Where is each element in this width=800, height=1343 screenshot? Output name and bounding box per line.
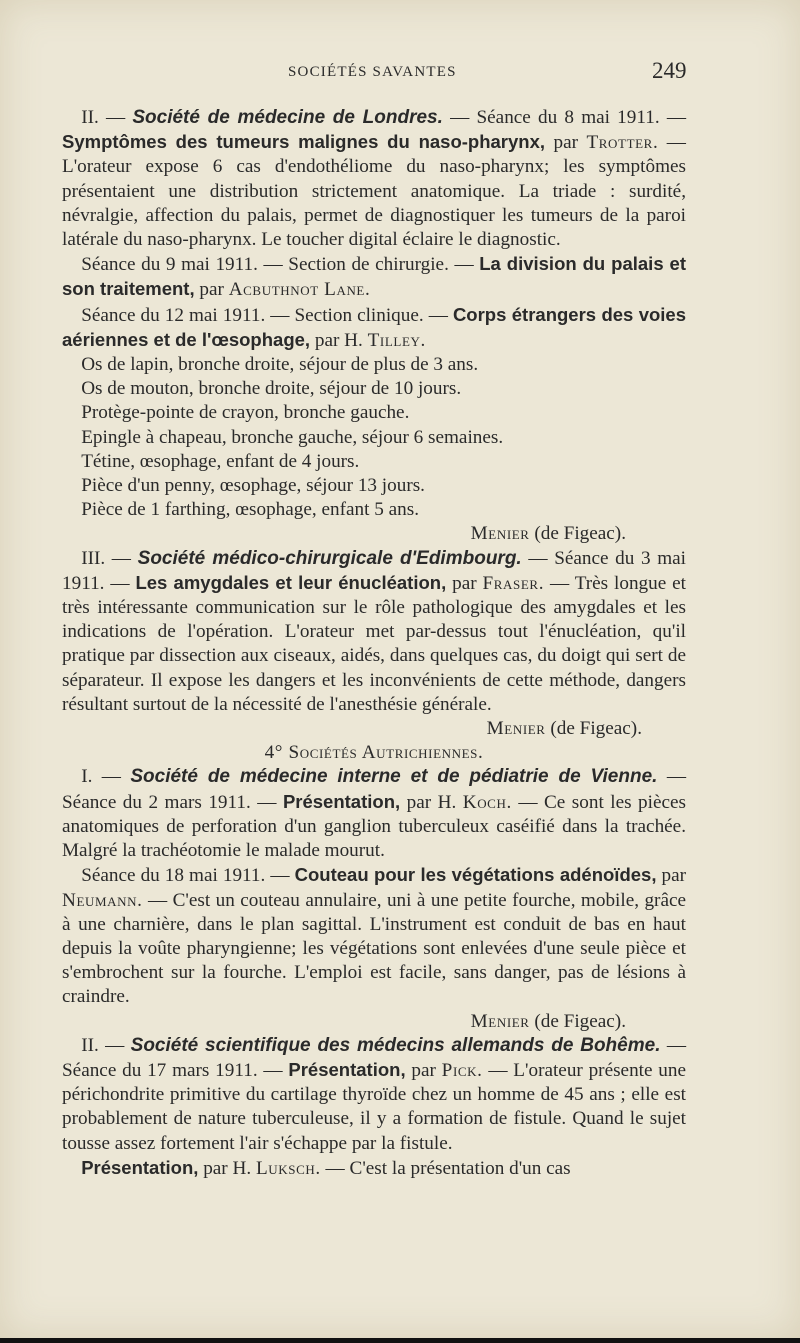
signature: Menier (de Figeac). (470, 523, 626, 545)
communication-title: Couteau pour les végétations adénoïdes, (294, 864, 657, 886)
paragraph-london: II. — Société de médecine de Londres. — Séance du 8 mai 1911. — Symptômes des tumeurs malignes du naso-pharynx, par Trotter. — L'orateur expose 6 cas d'endothéliome du naso-pharynx; les symptômes présentaient une distribution strictement anatomique. La triade : surdité, névralgie, affection du palais, permet de diagnostiquer les tumeurs de la paroi latérale du naso-pharynx. Le toucher digital éclaire le diagnostic. (62, 107, 687, 251)
author-name: Luksch. (255, 1157, 321, 1179)
list-item: Epingle à chapeau, bronche gauche, séjour 6 semaines. (81, 426, 504, 448)
society-name: Société de médecine de Londres. (132, 107, 443, 128)
paragraph-boheme: II. — Société scientifique des médecins allemands de Bohême. — Séance du 17 mars 1911. — Présentation, par Pick. — L'orateur présente une périchondrite primitive du cartilage thyroïde chez un homme de 45 ans ; elle est probablement de nature tuberculeuse, il y a formation de fistule. Quand le sujet tousse assez fortement l'air s'échappe par la fistule. (62, 1034, 687, 1154)
author-name: Acbuthnot Lane. (228, 279, 371, 301)
author-name: Fraser. (482, 572, 545, 594)
scan-edge (0, 1338, 800, 1343)
section-heading: 4° Sociétés Autrichiennes. (264, 742, 484, 764)
list-item: Protège-pointe de crayon, bronche gauche. (81, 402, 410, 424)
author-name: Trotter. (586, 132, 659, 154)
author-name: Pick. (441, 1059, 483, 1081)
list-item: Os de lapin, bronche droite, séjour de plus de 3 ans. (81, 354, 479, 376)
society-name: Société médico-chirurgicale d'Edimbourg. (137, 547, 522, 569)
page-body (62, 106, 686, 1181)
communication-title: La division du palais et son traitement, (62, 253, 686, 300)
communication-title: Présentation, (282, 790, 401, 812)
author-name: Neumann. (62, 889, 143, 911)
paragraph-vienne: I. — Société de médecine interne et de pédiatrie de Vienne. — Séance du 2 mars 1911. — Présentation, par H. Koch. — Ce sont les pièces anatomiques de perforation d'un ganglion tuberculeux caséifié dans la trachée. Malgré la trachéotomie le malade mourut. (62, 766, 687, 862)
communication-title: Présentation, (288, 1058, 406, 1080)
communication-title: Présentation, (81, 1156, 199, 1178)
list-item: Os de mouton, bronche droite, séjour de 10 jours. (81, 378, 462, 400)
communication-title: Symptômes des tumeurs malignes du naso-pharynx, (62, 131, 546, 153)
signature: Menier (de Figeac). (470, 1010, 626, 1032)
communication-title: Corps étrangers des voies aériennes et de l'œsophage, (62, 303, 687, 350)
paragraph-clinique: Séance du 12 mai 1911. — Section clinique. — Corps étrangers des voies aériennes et de l'œsophage, par H. Tilley. (62, 303, 687, 351)
society-name: Société de médecine interne et de pédiatrie de Vienne. (130, 766, 658, 788)
author-name: Tilley. (367, 329, 426, 351)
signature: Menier (de Figeac). (486, 718, 642, 740)
list-item: Pièce de 1 farthing, œsophage, enfant 5 ans. (81, 499, 419, 521)
running-title: SOCIÉTÉS SAVANTES (288, 64, 457, 80)
paragraph-edimbourg: III. — Société médico-chirurgicale d'Edimbourg. — Séance du 3 mai 1911. — Les amygdales et leur énucléation, par Fraser. — Très longue et très intéressante communication sur le rôle pathologique des amygdales et les indications de l'opération. L'orateur met par-dessus tout l'énucléation, qu'il pratique par dissection aux ciseaux, aidés, dans quelques cas, du doigt qui sert de séparateur. Il expose les dangers et les inconvénients de cette méthode, dangers résultant surtout de la nécessité de l'anesthésie générale. (62, 547, 687, 715)
list-item: Pièce d'un penny, œsophage, séjour 13 jours. (81, 475, 425, 497)
communication-title: Les amygdales et leur énucléation, (135, 571, 447, 593)
page-number: 249 (652, 58, 687, 83)
page-header (0, 58, 800, 92)
list-item: Tétine, œsophage, enfant de 4 jours. (81, 450, 360, 472)
paragraph-luksch: Présentation, par H. Luksch. — C'est la présentation d'un cas (81, 1156, 571, 1179)
paragraph-neumann: Séance du 18 mai 1911. — Couteau pour les végétations adénoïdes, par Neumann. — C'est un couteau annulaire, uni à une petite fourche, mobile, grâce à une charnière, dans le plan sagittal. L'instrument est conduit de bas en haut depuis la voûte pharyngienne; les végétations sont enlevées d'une seule pièce et s'embrochent sur la fourche. L'emploi est facile, sans danger, pas de lésions à craindre. (62, 864, 687, 1008)
paragraph-chirurgie: Séance du 9 mai 1911. — Section de chirurgie. — La division du palais et son traitement, par Acbuthnot Lane. (62, 253, 686, 301)
society-name: Société scientifique des médecins allemands de Bohême. (130, 1034, 661, 1056)
author-name: Koch. (462, 791, 512, 813)
